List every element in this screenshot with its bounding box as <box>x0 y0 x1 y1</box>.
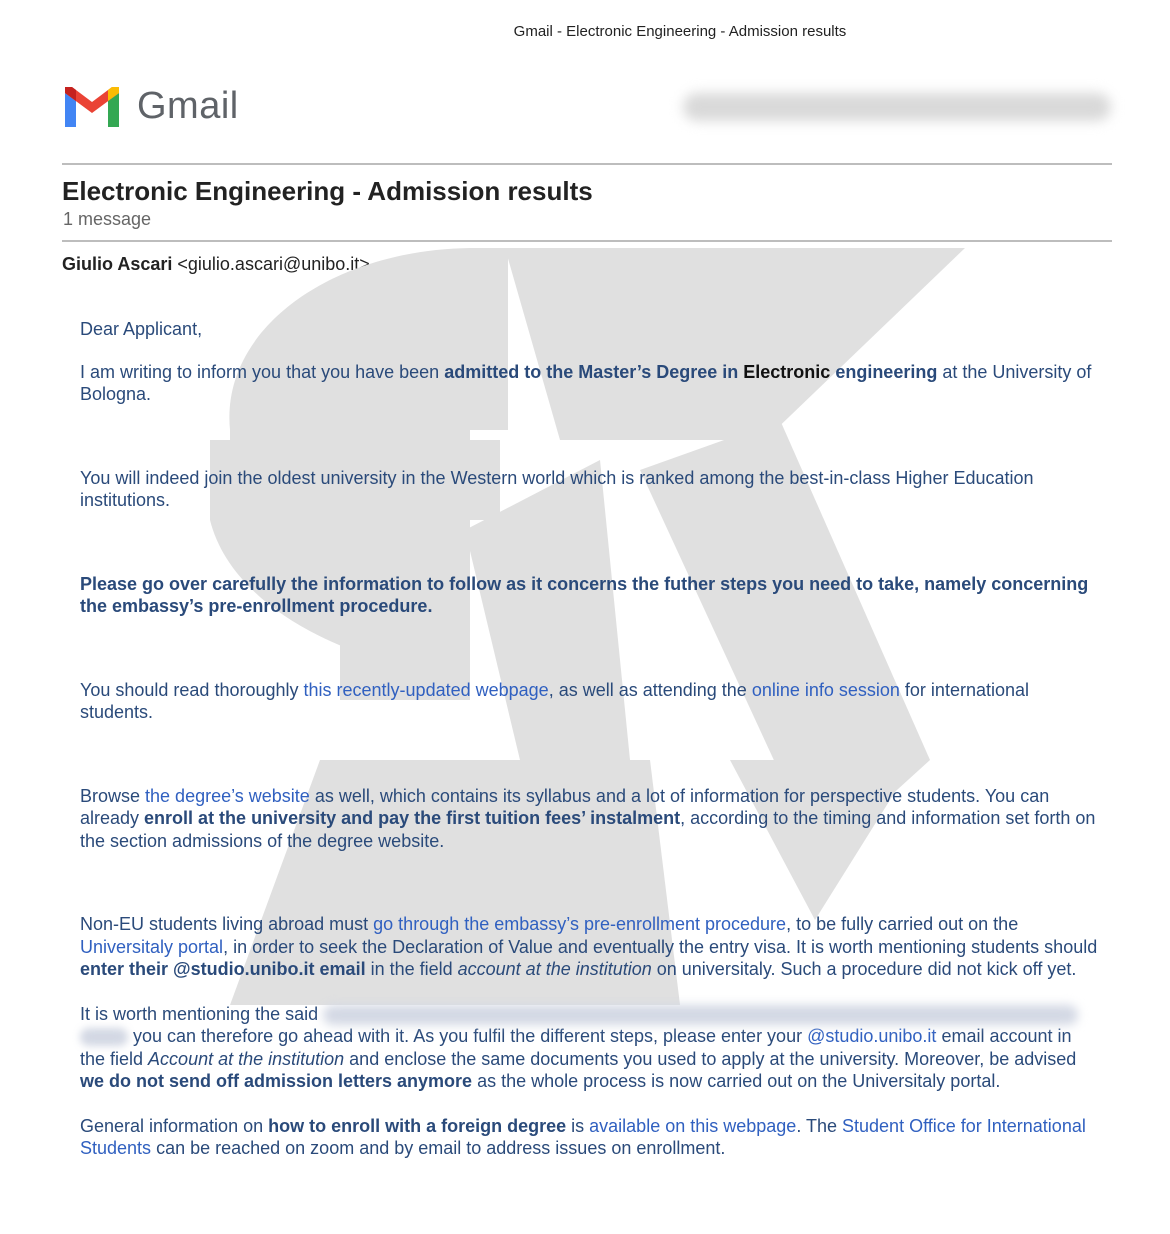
text: , as well as attending the <box>548 679 752 700</box>
pre-enrollment-link[interactable]: go through the embassy’s pre-enrollment procedure <box>373 914 787 934</box>
text: Non-EU students living abroad must <box>80 914 374 934</box>
text: I am writing to inform you that you have been <box>80 361 445 382</box>
text: as well, which contains its syllabus and a lot of information for perspective students. You can already <box>80 785 1050 828</box>
studio-email-link[interactable]: @studio.unibo.it <box>807 1026 937 1046</box>
paragraph-instructions: Please go over carefully the information to follow as it concerns the futher steps you need to take, namely concerning the embassy’s pre-enrollment procedure. <box>80 573 1089 616</box>
text: at the University of Bologna. <box>80 361 1092 404</box>
email-instruction: enter their @studio.unibo.it email <box>80 959 366 979</box>
paragraph-procedure <box>80 1003 1100 1093</box>
text: can be reached on zoom and by email to address issues on enrollment. <box>151 1138 726 1158</box>
field-name: account at the institution <box>457 959 652 979</box>
universitaly-portal-link[interactable]: Universitaly portal <box>80 936 224 957</box>
text: You should read thoroughly <box>80 679 304 700</box>
gmail-wordmark: Gmail <box>137 84 239 127</box>
text: and enclose the same documents you used to apply at the university. Moreover, be advised <box>344 1048 1077 1069</box>
no-letters-text: we do not send off admission letters anymore <box>80 1071 473 1091</box>
text: , to be fully carried out on the <box>786 914 1019 934</box>
student-office-link[interactable]: Student Office for International Students <box>80 1115 1086 1158</box>
text: . The <box>796 1115 843 1136</box>
field-name: Account at the institution <box>148 1048 345 1069</box>
text: email account in the field <box>80 1026 1072 1069</box>
webpage-link[interactable]: this recently-updated webpage <box>303 679 549 700</box>
paragraph-degree-website <box>80 785 1100 853</box>
text: , according to the timing and information set forth on the section admissions of the degree website. <box>80 808 1096 851</box>
foreign-degree-link[interactable]: available on this webpage <box>589 1115 797 1136</box>
program-name-rest: engineering <box>830 361 938 382</box>
text: , in order to seek the Declaration of Value and eventually the entry visa. It is worth mentioning students should <box>223 936 1098 957</box>
message-count: 1 message <box>63 209 152 229</box>
info-session-link[interactable]: online info session <box>751 679 900 700</box>
enroll-text: enroll at the university and pay the first tuition fees’ instalment <box>144 808 681 828</box>
text: It is worth mentioning the said <box>80 1003 324 1024</box>
foreign-degree-text: how to enroll with a foreign degree <box>268 1115 567 1136</box>
email-body <box>80 318 1100 1160</box>
admitted-text: admitted to the Master’s Degree in <box>444 361 744 382</box>
paragraph-non-eu <box>80 913 1100 981</box>
window-title: Gmail - Electronic Engineering - Admission results <box>513 23 847 40</box>
email-subject: Electronic Engineering - Admission results <box>62 176 593 206</box>
text: Browse <box>80 785 146 806</box>
text: you can therefore go ahead with it. As you fulfil the different steps, please enter your <box>128 1026 808 1046</box>
redacted-text <box>323 1005 1078 1025</box>
text: General information on <box>80 1115 269 1136</box>
text: as the whole process is now carried out on the Universitaly portal. <box>472 1071 1001 1091</box>
sender-email: <giulio.ascari@unibo.it> <box>177 254 370 274</box>
paragraph-admission <box>80 361 1100 406</box>
text: is <box>566 1115 590 1136</box>
text: in the field <box>365 959 458 979</box>
degree-website-link[interactable]: the degree’s website <box>145 785 310 806</box>
program-name: Electronic <box>743 361 831 382</box>
paragraph-webpage <box>80 679 1100 724</box>
text: for international students. <box>80 679 1029 722</box>
text: on universitaly. Such a procedure did not kick off yet. <box>651 959 1077 979</box>
greeting: Dear Applicant, <box>80 319 203 339</box>
sender-name: Giulio Ascari <box>62 254 173 274</box>
paragraph-university: You will indeed join the oldest university in the Western world which is ranked among the best-in-class Higher Education institutions. <box>80 467 1034 510</box>
paragraph-general-info <box>80 1115 1100 1160</box>
redacted-text <box>80 1028 128 1046</box>
